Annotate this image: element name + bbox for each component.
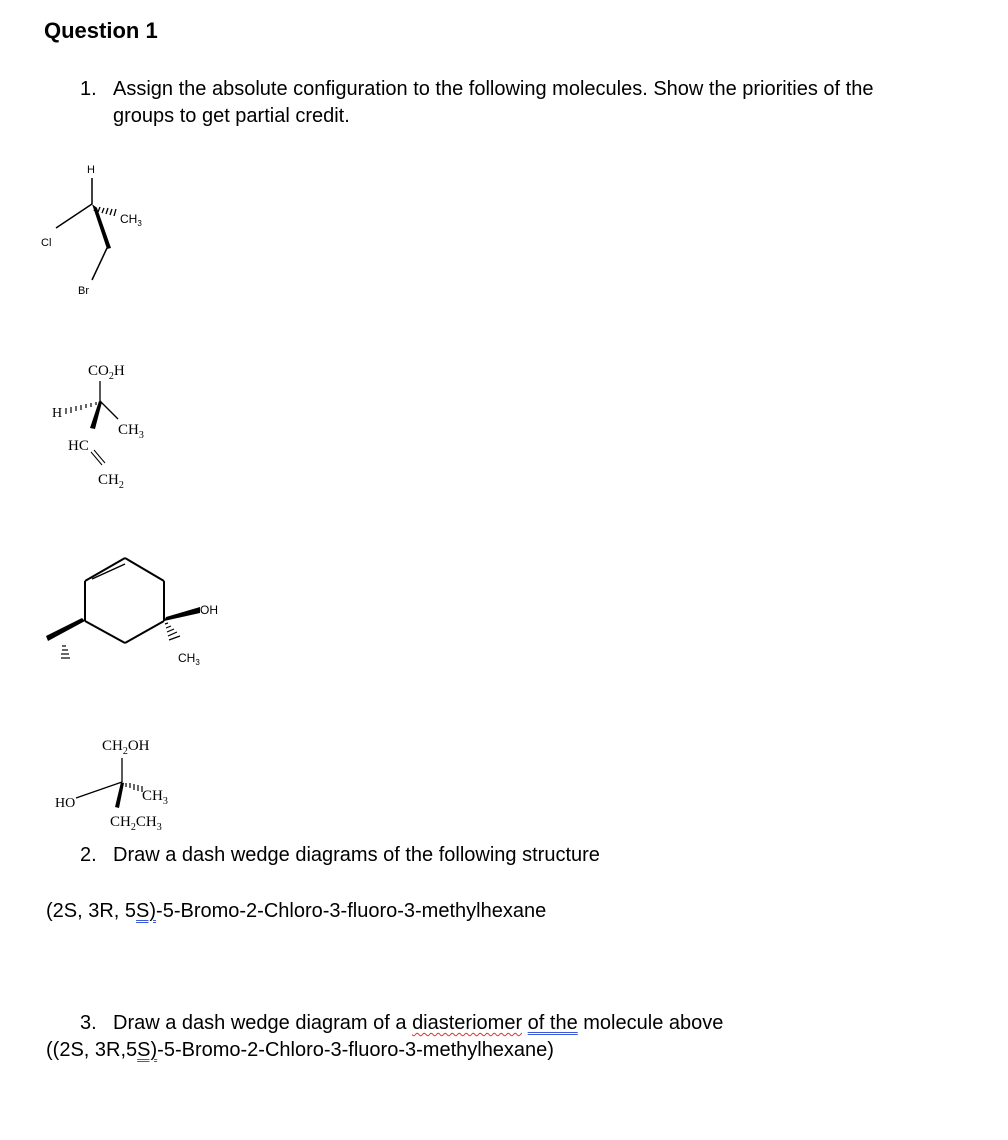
mol2-ch2-label: $CH_2$ (98, 472, 124, 491)
spelling-error-word[interactable]: diasteriomer (412, 1012, 523, 1034)
q1-text-line1: Assign the absolute configuration to the following molecules. Show the priorities of the (113, 78, 874, 100)
wedge-bond (115, 782, 124, 808)
cyclohexene-ring (85, 558, 164, 643)
question-heading: Question 1 (44, 18, 158, 43)
wedge-bond (46, 618, 85, 641)
mol1-br-label: Br (78, 285, 89, 297)
mol2-h-label: H (52, 406, 63, 421)
q3-compound-name: ((2S, 3R,5S)-5-Bromo-2-Chloro-3-fluoro-3-methylhexane) (46, 1039, 554, 1061)
mol1-ch3-label: $CH_3$ (120, 212, 142, 228)
mol3-ch3-label: $CH_3$ (178, 651, 200, 667)
hash-bond (66, 402, 96, 414)
spellcheck-underline[interactable]: S) (136, 900, 157, 922)
hash-bond (126, 783, 142, 792)
q1-number: 1. (80, 78, 97, 100)
q3-text: Draw a dash wedge diagram of a diasteriomer of the molecule above (113, 1012, 724, 1034)
mol1-h-label: H (87, 164, 95, 176)
q3-number: 3. (80, 1012, 97, 1034)
mol1-cl-label: Cl (41, 237, 52, 249)
molecule-2-structure (48, 355, 188, 495)
wedge-bond (90, 401, 102, 429)
mol4-ch3-label: $CH_3$ (142, 788, 168, 807)
mol3-oh-label: OH (200, 603, 218, 617)
molecule-4-structure (50, 730, 220, 840)
mol2-ch3-label: $CH_3$ (118, 422, 144, 441)
q2-number: 2. (80, 844, 97, 866)
mol4-ch2ch3-label: $CH_2CH_3$ (110, 814, 162, 833)
mol4-ch2oh-label: $CH_2OH$ (102, 738, 150, 757)
wedge-bond (164, 607, 200, 621)
hash-bond (165, 623, 180, 640)
molecule-3-structure (40, 545, 240, 675)
mol2-hc-label: HC (68, 438, 89, 454)
q1-text-line2: groups to get partial credit. (113, 105, 350, 127)
q2-compound-name: (2S, 3R, 5S)-5-Bromo-2-Chloro-3-fluoro-3-methylhexane (46, 900, 547, 922)
hash-bond (61, 646, 70, 658)
mol2-co2h-label: $CO_2H$ (88, 363, 125, 382)
grammar-underline[interactable]: of the (527, 1012, 578, 1034)
q2-text: Draw a dash wedge diagrams of the following structure (113, 844, 600, 866)
mol4-ho-label: HO (55, 796, 76, 811)
molecule-1-structure (40, 160, 200, 300)
spellcheck-underline[interactable]: S) (137, 1039, 158, 1061)
